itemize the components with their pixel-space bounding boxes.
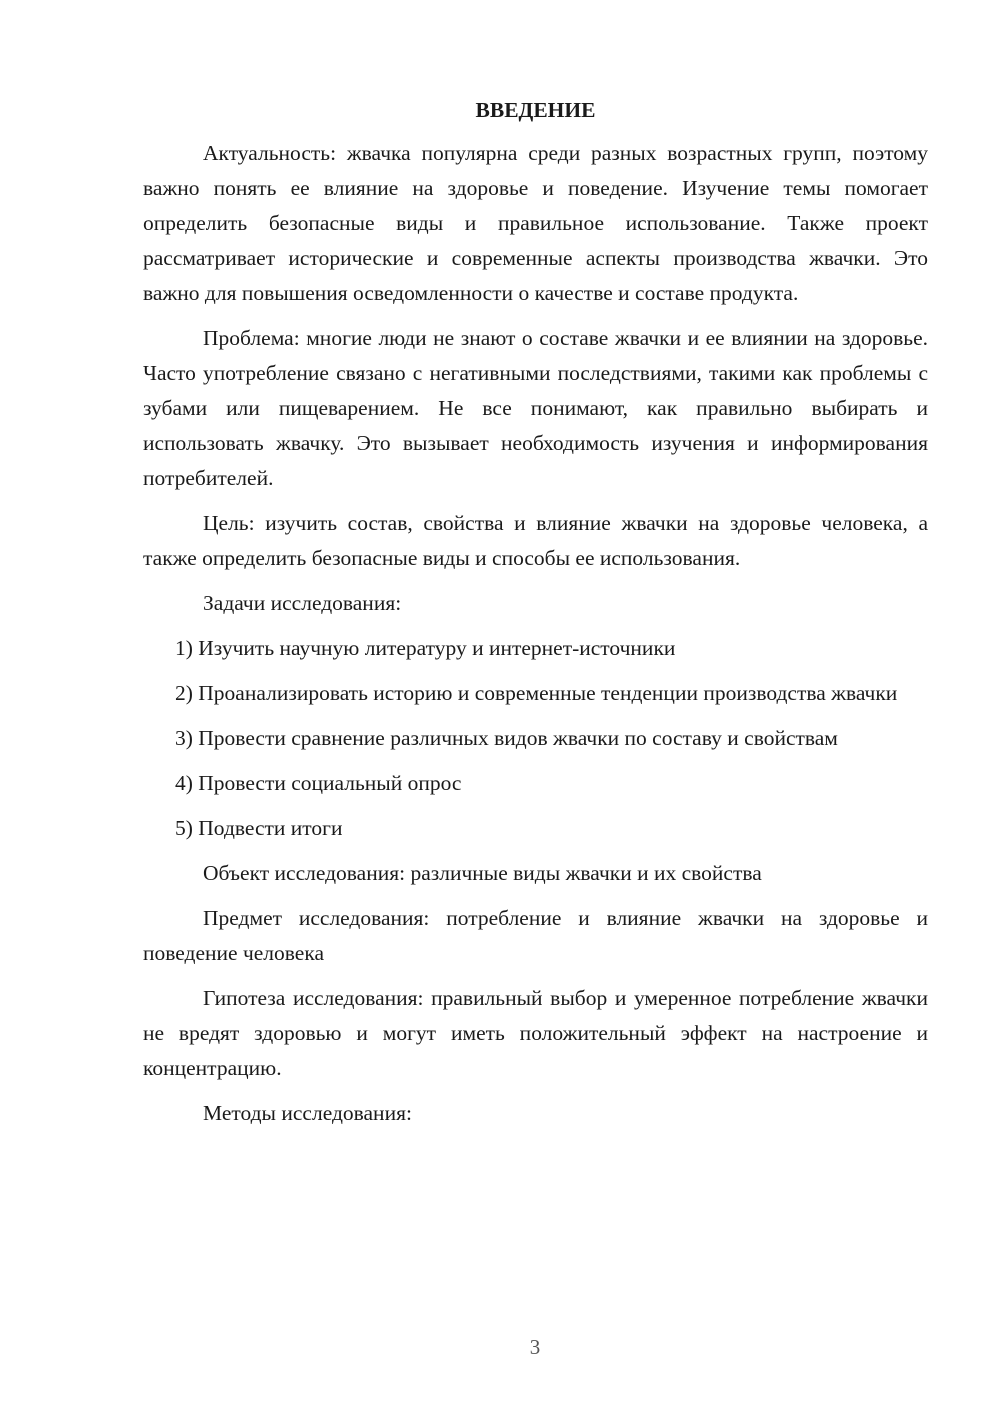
research-hypothesis: Гипотеза исследования: правильный выбор и умеренное потребление жвачки не вредят здоровью и могут иметь положительный эффект на настроение и концентрацию. bbox=[143, 986, 928, 1080]
task-item-4: 4) Провести социальный опрос bbox=[175, 771, 462, 795]
page-number: 3 bbox=[529, 1335, 541, 1359]
task-item-2: 2) Проанализировать историю и современные тенденции производства жвачки bbox=[175, 681, 898, 705]
research-methods: Методы исследования: bbox=[203, 1101, 412, 1125]
task-item-1: 1) Изучить научную литературу и интернет-источники bbox=[175, 636, 676, 660]
page-title: ВВЕДЕНИЕ bbox=[475, 98, 596, 122]
research-subject: Предмет исследования: потребление и влияние жвачки на здоровье и поведение человека bbox=[143, 906, 928, 965]
goal-paragraph: Цель: изучить состав, свойства и влияние жвачки на здоровье человека, а также определить безопасные виды и способы ее использования. bbox=[143, 511, 928, 570]
relevance-paragraph: Актуальность: жвачка популярна среди разных возрастных групп, поэтому важно понять ее влияние на здоровье и поведение. Изучение темы помогает определить безопасные виды и правильное использование. Также проект рассматривает исторические и современные аспекты производства жвачки. Это важно для повышения осведомленности о качестве и составе продукта. bbox=[143, 141, 928, 305]
document-body bbox=[143, 93, 928, 1141]
task-item-5: 5) Подвести итоги bbox=[175, 816, 343, 840]
problem-paragraph: Проблема: многие люди не знают о составе жвачки и ее влиянии на здоровье. Часто употребление связано с негативными последствиями, такими как проблемы с зубами или пищеварением. Не все понимают, как правильно выбирать и использовать жвачку. Это вызывает необходимость изучения и информирования потребителей. bbox=[143, 326, 928, 490]
tasks-heading: Задачи исследования: bbox=[203, 591, 402, 615]
task-item-3: 3) Провести сравнение различных видов жвачки по составу и свойствам bbox=[175, 726, 838, 750]
research-object: Объект исследования: различные виды жвачки и их свойства bbox=[203, 861, 762, 885]
